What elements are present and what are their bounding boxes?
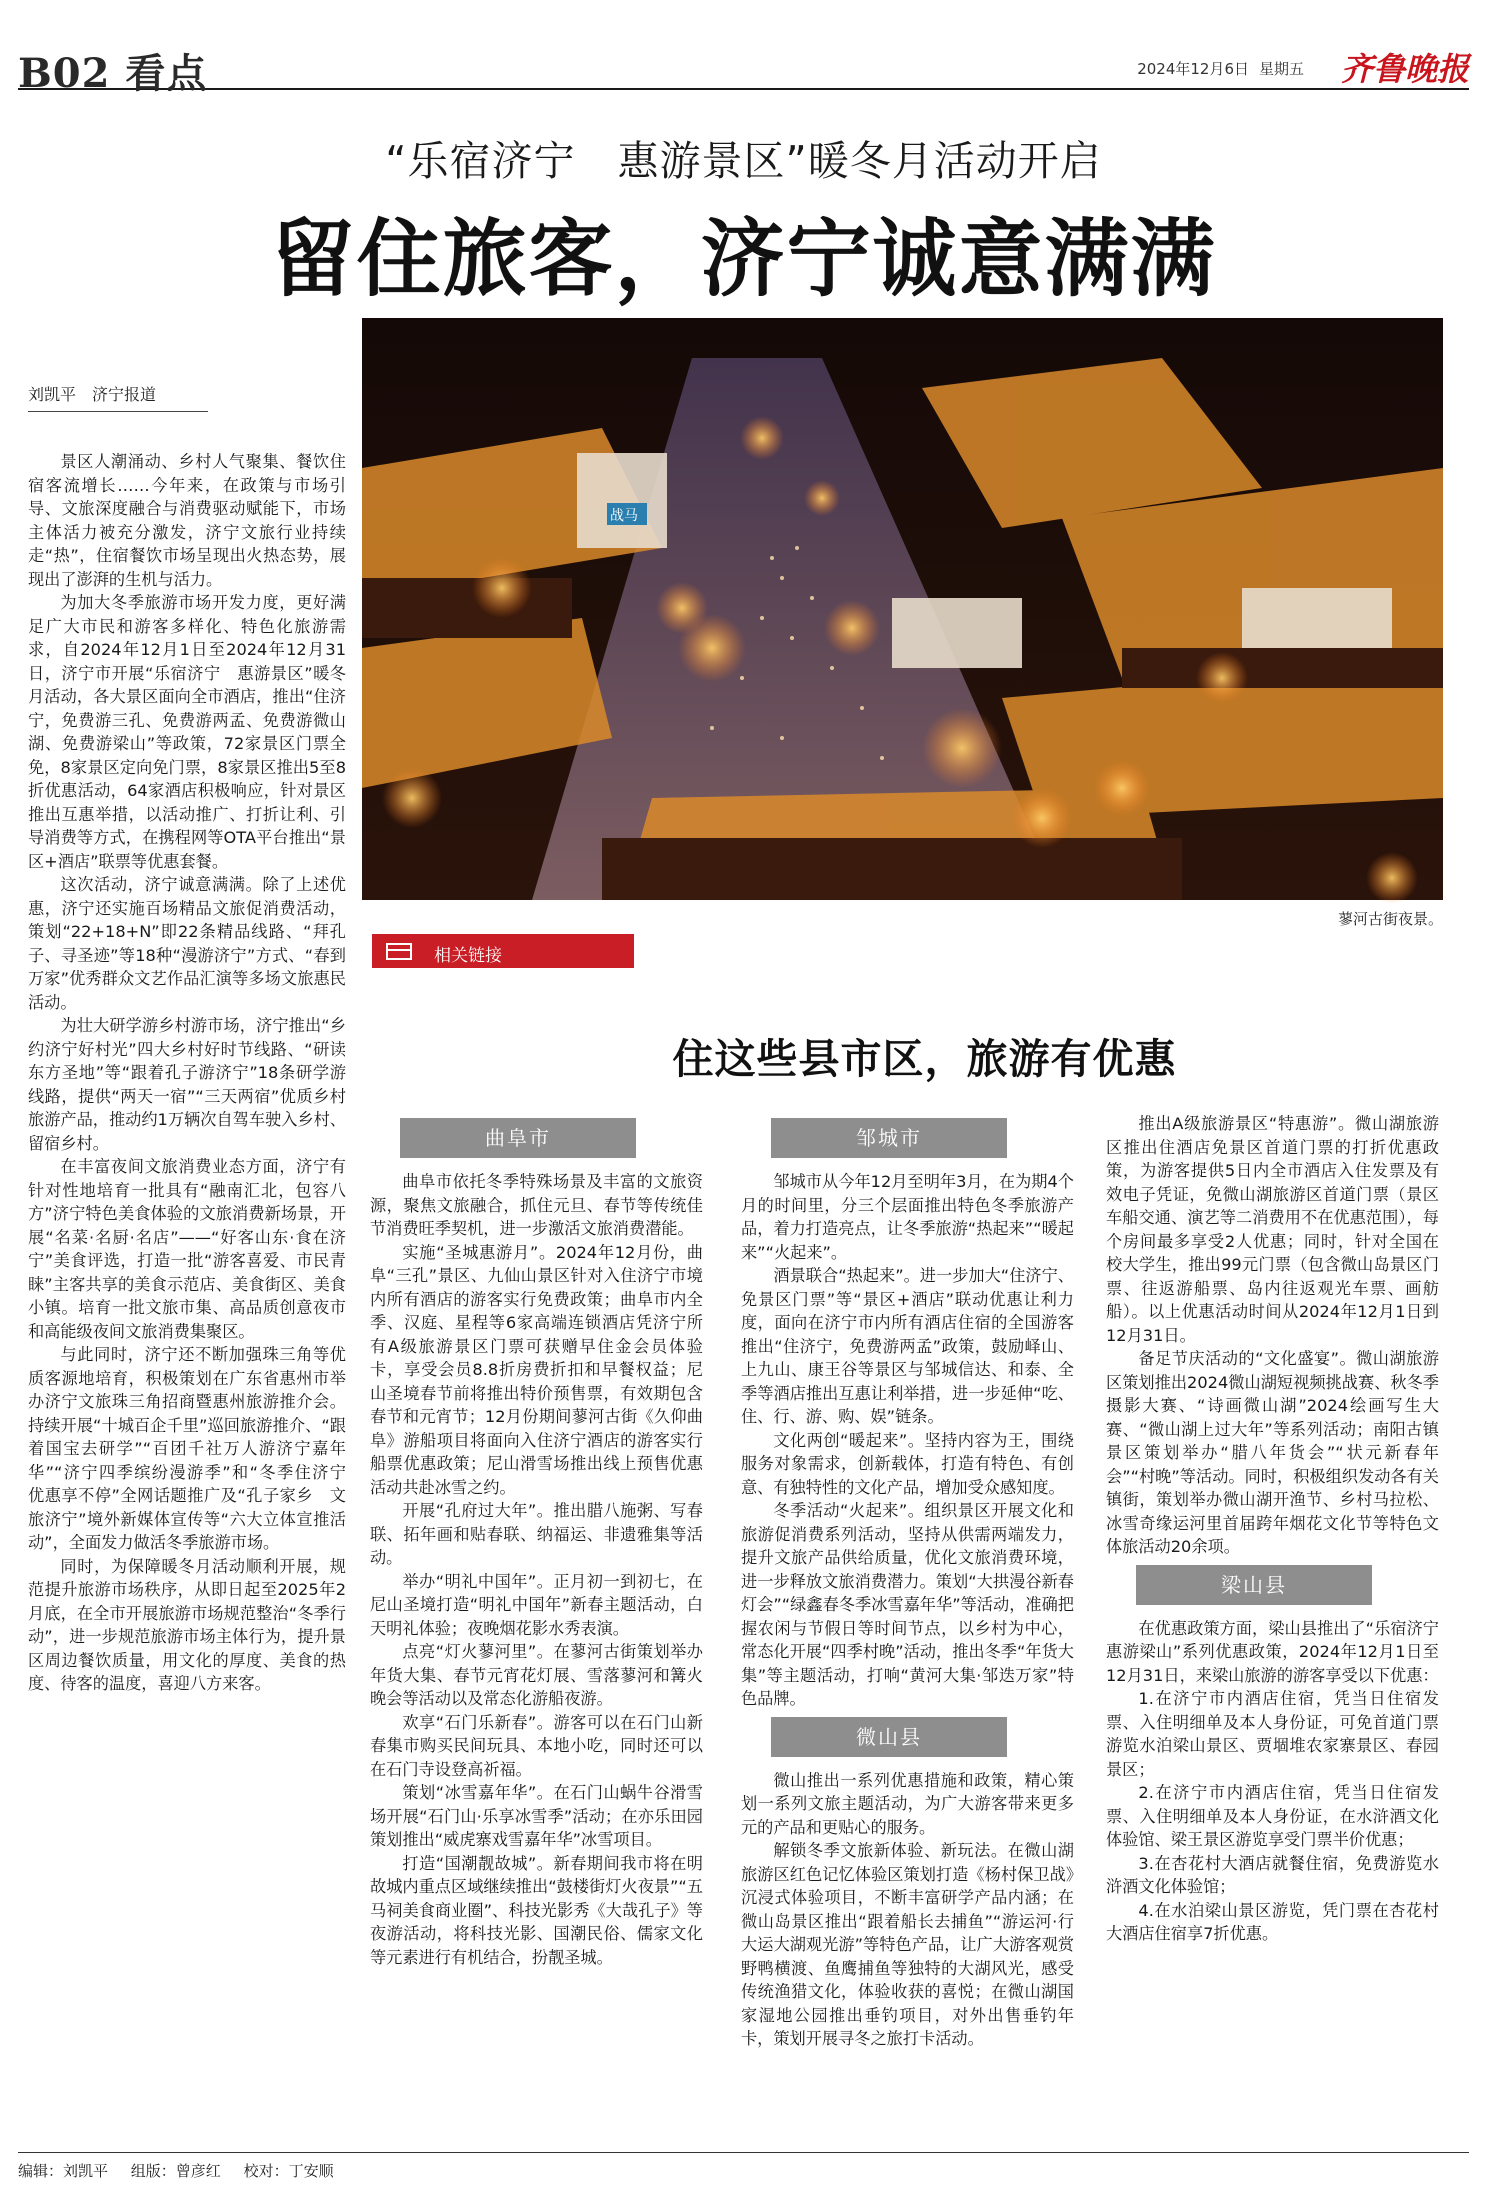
article-headline: 留住旅客，济宁诚意满满 — [270, 209, 1217, 308]
liangshan-paragraph: 3.在杏花村大酒店就餐住宿，免费游览水浒酒文化体验馆； — [1106, 1853, 1439, 1896]
related-links-label: 相关链接 — [434, 946, 502, 966]
night-street-photo — [362, 318, 1443, 900]
qufu-paragraph: 策划“冰雪嘉年华”。在石门山蜗牛谷滑雪场开展“石门山·乐享冰雪季”活动；在亦乐田园策划推出“威虎寨戏雪嘉年华”冰雪项目。 — [370, 1783, 703, 1849]
zoucheng-paragraph: 冬季活动“火起来”。组织景区开展文化和旅游促消费系列活动，坚持从供需两端发力，提升文旅产品供给质量，优化文旅消费环境，进一步释放文旅消费潜力。策划“大拱漫谷新春灯会”“绿鑫春冬季冰雪嘉年华”等活动，准确把握农闲与节假日等时间节点，以乡村为中心，常态化开展“四季村晚”活动，推出冬季“年货大集”等主题活动，打响“黄河大集·邹迭万家”特色品牌。 — [741, 1501, 1074, 1708]
qufu-paragraph: 曲阜市依托冬季特殊场景及丰富的文旅资源，聚焦文旅融合，抓住元旦、春节等传统佳节消费旺季契机，进一步激活文旅消费潜能。 — [370, 1172, 703, 1238]
main-article-body — [28, 450, 363, 2150]
weishan-liangshan-column — [1106, 1112, 1456, 2148]
zoucheng-weishan-column — [741, 1112, 1074, 2148]
article-paragraph: 为加大冬季旅游市场开发力度，更好满足广大市民和游客多样化、特色化旅游需求，自2024年12月1日至2024年12月31日，济宁市开展“乐宿济宁 惠游景区”暖冬月活动，各大景区面向全市酒店，推出“住济宁，免费游三孔、免费游两孟、免费游微山湖、免费游梁山”等政策，72家景区门票全免，8家景区定向免门票，8家景区推出5至8折优惠活动，64家酒店积极响应，针对景区推出互惠举措，以活动推广、打折让利、引导消费等方式，在携程网等OTA平台推出“景区+酒店”联票等优惠套餐。 — [28, 593, 346, 871]
window-icon — [386, 943, 412, 960]
article-paragraph: 为壮大研学游乡村游市场，济宁推出“乡约济宁好村光”四大乡村好时节线路、“研读东方圣地”等“跟着孔子游济宁”18条研学游线路，提供“两天一宿”“三天两宿”优质乡村旅游产品，推动约1万辆次自驾车驶入乡村、留宿乡村。 — [28, 1016, 346, 1153]
article-byline: 刘凯平 济宁报道 — [28, 382, 208, 412]
shop-sign-text: 战马 — [610, 508, 638, 524]
county-heading-zoucheng: 邹城市 — [771, 1118, 1007, 1158]
weishan-paragraph: 推出A级旅游景区“特惠游”。微山湖旅游区推出住酒店免景区首道门票的打折优惠政策，为游客提供5日内全市酒店入住发票及有效电子凭证，免微山湖旅游区首道门票（景区车船交通、演艺等二消费用不在优惠范围），每个房间最多享受2人优惠；同时，针对全国在校大学生，推出99元门票（包含微山岛景区门票、往返游船票、岛内往返观光车票、画舫船）。以上优惠活动时间从2024年12月1日到12月31日。 — [1106, 1114, 1439, 1345]
zoucheng-paragraph: 邹城市从今年12月至明年3月，在为期4个月的时间里，分三个层面推出特色冬季旅游产品，着力打造亮点，让冬季旅游“热起来”“暖起来”“火起来”。 — [741, 1172, 1074, 1262]
liangshan-paragraph: 1.在济宁市内酒店住宿，凭当日住宿发票、入住明细单及本人身份证，可免首道门票游览水泊梁山景区、贾堌堆农家寨景区、春园景区； — [1106, 1689, 1439, 1779]
page-section-label: B02 看点 — [18, 50, 208, 97]
page-header — [18, 28, 1469, 97]
article-kicker: “乐宿济宁 惠游景区”暖冬月活动开启 — [385, 137, 1102, 185]
weishan-paragraph: 解锁冬季文旅新体验、新玩法。在微山湖旅游区红色记忆体验区策划打造《杨村保卫战》沉浸式体验项目，不断丰富研学产品内涵；在微山岛景区推出“跟着船长去捕鱼”“游运河·行大运大湖观光游”等特色产品，让广大游客观赏野鸭横渡、鱼鹰捕鱼等独特的大湖风光，感受传统渔猎文化，体验收获的喜悦；在微山湖国家湿地公园推出垂钓项目，对外出售垂钓年卡，策划开展寻冬之旅打卡活动。 — [741, 1841, 1074, 2048]
qufu-paragraph: 实施“圣城惠游月”。2024年12月份，曲阜“三孔”景区、九仙山景区针对入住济宁市境内所有酒店的游客实行免费政策；曲阜市内全季、汉庭、星程等6家高端连锁酒店凭济宁所有A级旅游景区门票可获赠早住金会员体验卡，享受会员8.8折房费折扣和早餐权益；尼山圣境春节前将推出特价预售票，有效期包含春节和元宵节；12月份期间蓼河古街《久仰曲阜》游船项目将面向入住济宁酒店的游客实行船票优惠政策；尼山滑雪场推出线上预售优惠活动共赴冰雪之约。 — [370, 1242, 703, 1497]
qufu-paragraph: 欢享“石门乐新春”。游客可以在石门山新春集市购买民间玩具、本地小吃，同时还可以在石门寺设登高祈福。 — [370, 1712, 703, 1779]
related-section-title: 住这些县市区，旅游有优惠 — [672, 1035, 1177, 1083]
article-paragraph: 在丰富夜间文旅消费业态方面，济宁有针对性地培育一批具有“融南汇北，包容八方”济宁特色美食体验的文旅消费新场景，开展“名菜·名厨·名店”——“好客山东·食在济宁”美食评选，打造一批“游客喜爱、市民青睐”主客共享的美食示范店、美食街区、美食小镇。培育一批文旅市集、高品质创意夜市和高能级夜间文旅消费集聚区。 — [28, 1157, 346, 1341]
article-paragraph: 这次活动，济宁诚意满满。除了上述优惠，济宁还实施百场精品文旅促消费活动，策划“22+18+N”即22条精品线路、“拜孔子、寻圣迹”等18种“漫游济宁”方式、“春到万家”优秀群众文艺作品汇演等多场文旅惠民活动。 — [28, 875, 346, 1012]
editor-credit: 编辑：刘凯平 — [18, 2162, 109, 2180]
zoucheng-paragraph: 文化两创“暖起来”。坚持内容为王，围绕服务对象需求，创新载体，打造有特色、有创意、有独特性的文化产品，增加受众感知度。 — [741, 1430, 1074, 1497]
county-heading-weishan: 微山县 — [771, 1717, 1007, 1757]
article-paragraph: 同时，为保障暖冬月活动顺利开展，规范提升旅游市场秩序，从即日起至2025年2月底，在全市开展旅游市场规范整治“冬季行动”，进一步规范旅游市场主体行为，提升景区周边餐饮质量，用文化的厚度、美食的热度、待客的温度，喜迎八方来客。 — [28, 1556, 346, 1693]
article-paragraph: 与此同时，济宁还不断加强珠三角等优质客源地培育，积极策划在广东省惠州市举办济宁文旅珠三角招商暨惠州旅游推介会。持续开展“十城百企千里”巡回旅游推介、“跟着国宝去研学”“百团千社万人游济宁嘉年华”“济宁四季缤纷漫游季”和“冬季住济宁 优惠享不停”全网话题推广及“孔子家乡 文旅济宁”境外新媒体宣传等“六大立体宣推活动”，全面发力做活冬季旅游市场。 — [28, 1345, 363, 1552]
qufu-paragraph: 举办“明礼中国年”。正月初一到初七，在尼山圣境打造“明礼中国年”新春主题活动，白天明礼体验；夜晚烟花影水秀表演。 — [370, 1571, 703, 1638]
qufu-paragraph: 点亮“灯火蓼河里”。在蓼河古街策划举办年货大集、春节元宵花灯展、雪落蓼河和篝火晚会等活动以及常态化游船夜游。 — [370, 1642, 703, 1708]
article-paragraph: 景区人潮涌动、乡村人气聚集、餐饮住宿客流增长……今年来，在政策与市场引导、文旅深度融合与消费驱动赋能下，市场主体活力被充分激发，济宁文旅行业持续走“热”，住宿餐饮市场呈现出火热态势，展现出了澎湃的生机与活力。 — [28, 452, 346, 589]
qufu-paragraph: 打造“国潮靓故城”。新春期间我市将在明故城内重点区域继续推出“鼓楼街灯火夜景”“五马祠美食商业圈”、科技光影秀《大哉孔子》等夜游活动，将科技光影、国潮民俗、儒家文化等元素进行有机结合，扮靓圣城。 — [370, 1853, 703, 1967]
issue-weekday: 星期五 — [1258, 60, 1304, 78]
page-footer — [18, 2152, 1469, 2181]
zoucheng-paragraph: 酒景联合“热起来”。进一步加大“住济宁、免景区门票”等“景区+酒店”联动优惠让利力度，面向在济宁市内所有酒店住宿的全国游客推出“住济宁，免费游两孟”政策，鼓励峄山、上九山、康王谷等景区与邹城信达、和泰、全季等酒店推出互惠让利举措，进一步延伸“吃、住、行、游、购、娱”链条。 — [741, 1266, 1074, 1426]
qufu-column — [370, 1112, 703, 2148]
county-heading-liangshan: 梁山县 — [1136, 1565, 1372, 1605]
photo-caption: 蓼河古街夜景。 — [1337, 910, 1443, 928]
proofreader-credit: 校对：丁安顺 — [243, 2162, 334, 2180]
weishan-paragraph: 微山推出一系列优惠措施和政策，精心策划一系列文旅主题活动，为广大游客带来更多元的产品和更贴心的服务。 — [741, 1770, 1074, 1837]
county-heading-qufu: 曲阜市 — [400, 1118, 636, 1158]
qufu-paragraph: 开展“孔府过大年”。推出腊八施粥、写春联、拓年画和贴春联、纳福运、非遗雅集等活动。 — [370, 1501, 703, 1567]
layout-credit: 组版：曾彦红 — [130, 2162, 221, 2180]
related-links-tag — [372, 934, 634, 968]
weishan-paragraph: 备足节庆活动的“文化盛宴”。微山湖旅游区策划推出2024微山湖短视频挑战赛、秋冬季摄影大赛、“诗画微山湖”2024绘画写生大赛、“微山湖上过大年”等系列活动；南阳古镇景区策划举办“腊八年货会”“状元新春年会”“村晚”等活动。同时，积极组织发动各有关镇街，策划举办微山湖开渔节、乡村马拉松、冰雪奇缘运河里首届跨年烟花文化节等特色文体旅活动20余项。 — [1106, 1349, 1439, 1556]
liangshan-paragraph: 2.在济宁市内酒店住宿，凭当日住宿发票、入住明细单及本人身份证，在水浒酒文化体验馆、梁王景区游览享受门票半价优惠； — [1106, 1783, 1439, 1849]
newspaper-logo: 齐鲁晚报 — [1340, 50, 1469, 88]
liangshan-paragraph: 4.在水泊梁山景区游览，凭门票在杏花村大酒店住宿享7折优惠。 — [1106, 1900, 1439, 1943]
liangshan-paragraph: 在优惠政策方面，梁山县推出了“乐宿济宁 惠游梁山”系列优惠政策，2024年12月1日至12月31日，来梁山旅游的游客享受以下优惠： — [1106, 1618, 1456, 1685]
issue-date: 2024年12月6日 — [1137, 60, 1249, 78]
